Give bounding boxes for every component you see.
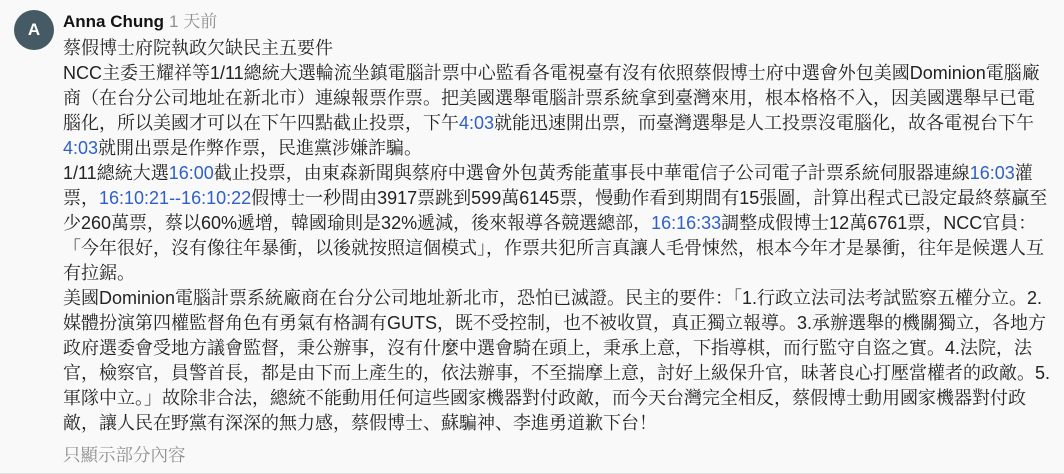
comment-text: 灌票，	[63, 163, 1033, 208]
timestamp-link[interactable]: 16:00	[168, 163, 214, 183]
comment-paragraph	[63, 286, 1050, 436]
timestamp-link[interactable]: 16:10:21--16:10:22	[99, 188, 252, 208]
timestamp-link[interactable]: 16:03	[969, 163, 1015, 183]
comment-timestamp[interactable]: 1 天前	[169, 12, 218, 31]
comment-header	[63, 10, 1050, 35]
comment-text: NCC主委王耀祥等1/11總統大選輪流坐鎮電腦計票中心監看各電視臺有沒有依照蔡假博士府中選會外包美國Dominion電腦廠商（在台分公司地址在新北市）連線報票作票。把美國選舉電腦計票系統拿到臺灣來用，根本格格不入，因美國選舉早已電腦化，所以美國才可以在下午四點截止投票，下午	[63, 63, 1040, 133]
comment-body	[63, 36, 1050, 436]
comment-text: 就開出票是作弊作票，民進黨涉嫌詐騙。	[98, 138, 423, 158]
timestamp-link[interactable]: 4:03	[63, 138, 99, 158]
comment-text: 就能迅速開出票，而臺灣選舉是人工投票沒電腦化，故各電視台下午	[494, 113, 1035, 133]
comment-paragraph	[63, 161, 1050, 286]
avatar[interactable]	[14, 10, 54, 50]
timestamp-link[interactable]: 4:03	[459, 113, 495, 133]
read-more-toggle[interactable]: 只顯示部分內容	[63, 445, 186, 465]
author-name[interactable]: Anna Chung	[63, 12, 165, 31]
comment-paragraph	[63, 36, 1050, 61]
avatar-initial: A	[27, 20, 41, 39]
timestamp-link[interactable]: 16:16:33	[651, 213, 722, 233]
comment-text: 截止投票，由東森新聞與蔡府中選會外包黃秀能董事長中華電信子公司電子計票系統伺服器連線	[213, 163, 970, 183]
comment-content	[63, 10, 1050, 468]
comment-text: 1/11總統大選	[63, 163, 169, 183]
comment-text: 美國Dominion電腦計票系統廠商在台分公司地址新北市，恐怕已滅證。民主的要件：「1.行政立法司法考試監察五權分立。2.媒體扮演第四權監督角色有勇氣有格調有GUTS，既不受控制，也不被收買，真正獨立報導。3.承辦選舉的機關獨立，各地方政府選委會受地方議會監督，秉公辦事，沒有什麼中選會騎在頭上，秉承上意，下指導棋，而行監守自盜之實。4.法院，法官，檢察官，員警首長，都是由下而上產生的，依法辦事，不至揣摩上意，討好上級保升官，昧著良心打壓當權者的政敵。5.軍隊中立。」故除非合法，總統不能動用任何這些國家機器對付政敵，而今天台灣完全相反，蔡假博士動用國家機器對付政敵，讓人民在野黨有深深的無力感，蔡假博士、蘇騙神、李進勇道歉下台！	[63, 288, 1051, 433]
comment-paragraph	[63, 61, 1050, 161]
comment-text: 假博士一秒間由3917票跳到599萬6145票，慢動作看到期間有15張圖，計算出程式已設定最終蔡贏至少260萬票，蔡以60%遞增，韓國瑜則是32%遞減，後來報導各競選總部，	[63, 188, 1048, 233]
comment-text: 蔡假博士府院執政欠缺民主五要件	[63, 38, 333, 58]
comment-text: 調整成假博士12萬6761票，NCC官員：「今年很好，沒有像往年暴衝，以後就按照這個模式」，作票共犯所言真讓人毛骨悚然，根本今年才是暴衝，往年是候選人互有拉鋸。	[63, 213, 1044, 283]
